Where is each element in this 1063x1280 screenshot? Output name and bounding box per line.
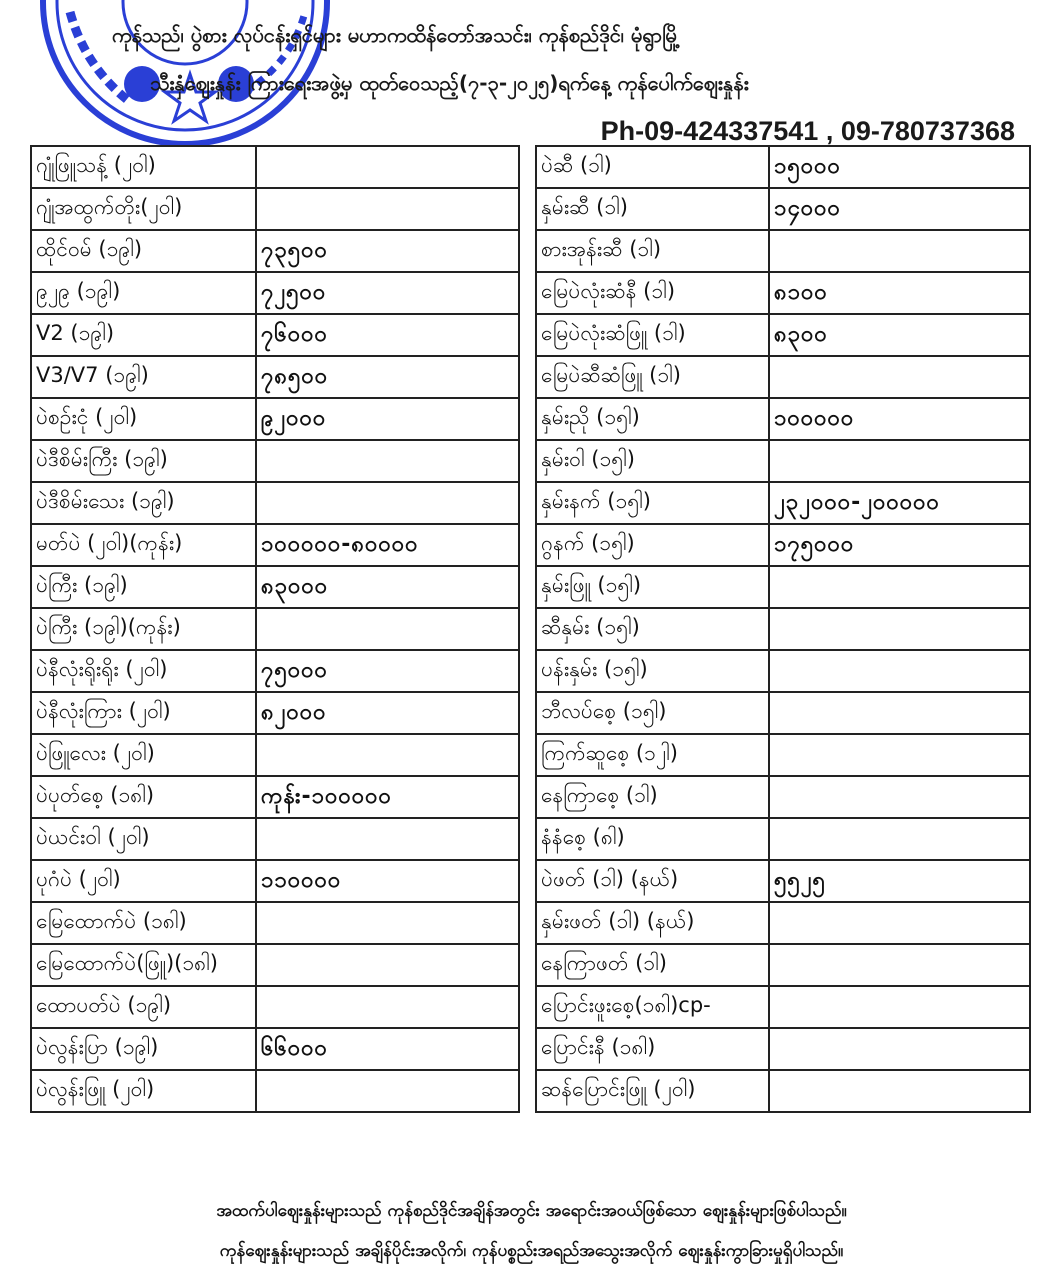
- commodity-name: နှမ်းဝါ (၁၅ါ): [536, 440, 769, 482]
- commodity-name: ပြောင်းနီ (၁၈ါ): [536, 1028, 769, 1070]
- commodity-price: ၁၄၀၀၀: [769, 188, 1030, 230]
- table-row: [31, 524, 519, 566]
- commodity-name: မြေပဲဆီဆံဖြူ (၁ါ): [536, 356, 769, 398]
- commodity-name: နှမ်းဆီ (၁ါ): [536, 188, 769, 230]
- table-row: [536, 902, 1030, 944]
- commodity-price: [769, 356, 1030, 398]
- commodity-price: [256, 440, 519, 482]
- commodity-price: ၇၃၅၀၀: [256, 230, 519, 272]
- table-row: [536, 146, 1030, 188]
- commodity-name: ပဲလွန်းပြာ (၁၉ါ): [31, 1028, 256, 1070]
- commodity-name: ထိုင်ဝမ် (၁၉ါ): [31, 230, 256, 272]
- commodity-price: ၁၇၅၀၀၀: [769, 524, 1030, 566]
- commodity-name: ၉၂၉ (၁၉ါ): [31, 272, 256, 314]
- commodity-name: နှမ်းဖြူ (၁၅ါ): [536, 566, 769, 608]
- commodity-name: နေကြာစေ့ (၁ါ): [536, 776, 769, 818]
- table-row: [536, 440, 1030, 482]
- table-row: [536, 692, 1030, 734]
- commodity-price: ၈၃၀၀၀: [256, 566, 519, 608]
- commodity-price: [256, 188, 519, 230]
- commodity-price: [769, 776, 1030, 818]
- commodity-name: ပဲလွန်းဖြူ (၂ဝါ): [31, 1070, 256, 1112]
- commodity-name: မြေထောက်ပဲ (၁၈ါ): [31, 902, 256, 944]
- commodity-price: ၇၅၀၀၀: [256, 650, 519, 692]
- commodity-price: [256, 986, 519, 1028]
- commodity-name: ပဲဖတ် (၁ါ) (နယ်): [536, 860, 769, 902]
- table-row: [31, 356, 519, 398]
- table-row: [536, 986, 1030, 1028]
- commodity-name: စားအုန်းဆီ (၁ါ): [536, 230, 769, 272]
- table-row: [31, 1028, 519, 1070]
- commodity-name: ပဲကြီး (၁၉ါ)(ကုန်း): [31, 608, 256, 650]
- commodity-name: ပဲကြီး (၁၉ါ): [31, 566, 256, 608]
- right-price-table: [535, 145, 1031, 1113]
- commodity-price: ၇၂၅၀၀: [256, 272, 519, 314]
- commodity-price: [769, 986, 1030, 1028]
- table-row: [536, 776, 1030, 818]
- table-row: [536, 818, 1030, 860]
- table-row: [31, 776, 519, 818]
- commodity-name: ပန်းနှမ်း (၁၅ါ): [536, 650, 769, 692]
- footer-note-2: ကုန်ဈေးနှုန်းများသည် အချိန်ပိုင်းအလိုက်၊ ကုန်ပစ္စည်းအရည်အသွေးအလိုက် ဈေးနှုန်းကွာခြားမှုရှိပါသည်။: [219, 1241, 844, 1261]
- commodity-price: [769, 1028, 1030, 1070]
- table-row: [536, 272, 1030, 314]
- commodity-name: ပဲစဉ်းငုံ (၂ဝါ): [31, 398, 256, 440]
- commodity-name: ပဲဒီစိမ်းသေး (၁၉ါ): [31, 482, 256, 524]
- commodity-price: ၈၁၀၀: [769, 272, 1030, 314]
- commodity-price: [769, 734, 1030, 776]
- commodity-name: နံနံစေ့ (၈ါ): [536, 818, 769, 860]
- table-row: [536, 482, 1030, 524]
- commodity-name: ပဲဖြူလေး (၂ဝါ): [31, 734, 256, 776]
- commodity-name: ဂျုံဖြူသန့် (၂ဝါ): [31, 146, 256, 188]
- table-row: [536, 734, 1030, 776]
- commodity-price: [769, 608, 1030, 650]
- commodity-name: ပဲဒီစိမ်းကြီး (၁၉ါ): [31, 440, 256, 482]
- commodity-name: ပဲဆီ (၁ါ): [536, 146, 769, 188]
- header-line-1: ကုန်သည်၊ ပွဲစား လုပ်ငန်းရှင်များ မဟာကထိန်တော်အသင်း၊ ကုန်စည်ဒိုင်၊ မုံရွာမြို့: [112, 23, 680, 47]
- table-row: [31, 902, 519, 944]
- table-row: [31, 272, 519, 314]
- commodity-name: ပဲပုတ်စေ့ (၁၈ါ): [31, 776, 256, 818]
- commodity-name: မြေပဲလုံးဆံဖြူ (၁ါ): [536, 314, 769, 356]
- table-row: [536, 1070, 1030, 1112]
- table-row: [31, 650, 519, 692]
- commodity-name: ပြောင်းဖူးစေ့(၁၈ါ)cp-: [536, 986, 769, 1028]
- commodity-price: [769, 692, 1030, 734]
- commodity-price: ၆၆၀၀၀: [256, 1028, 519, 1070]
- table-row: [536, 608, 1030, 650]
- table-row: [536, 650, 1030, 692]
- commodity-name: ပဲနီလုံးကြား (၂ဝါ): [31, 692, 256, 734]
- table-row: [31, 482, 519, 524]
- table-row: [536, 944, 1030, 986]
- commodity-name: ဆန်ပြောင်းဖြူ (၂ဝါ): [536, 1070, 769, 1112]
- commodity-price: ၁၁၀၀၀၀: [256, 860, 519, 902]
- table-row: [31, 566, 519, 608]
- table-row: [31, 608, 519, 650]
- table-row: [31, 734, 519, 776]
- table-row: [536, 566, 1030, 608]
- commodity-name: ပဲယင်းဝါ (၂ဝါ): [31, 818, 256, 860]
- commodity-price: [769, 440, 1030, 482]
- commodity-price: [769, 902, 1030, 944]
- commodity-name: ကြက်ဆူစေ့ (၁၂ါ): [536, 734, 769, 776]
- commodity-price: ကုန်း-၁၀၀၀၀၀: [256, 776, 519, 818]
- commodity-price: [256, 734, 519, 776]
- table-row: [536, 1028, 1030, 1070]
- table-row: [536, 524, 1030, 566]
- commodity-name: ဆီနှမ်း (၁၅ါ): [536, 608, 769, 650]
- table-row: [31, 860, 519, 902]
- commodity-name: ပုဂံပဲ (၂ဝါ): [31, 860, 256, 902]
- commodity-name: မတ်ပဲ (၂ဝါ)(ကုန်း): [31, 524, 256, 566]
- commodity-price: [256, 608, 519, 650]
- table-row: [31, 1070, 519, 1112]
- commodity-price: [256, 146, 519, 188]
- commodity-price: ၁၀၀၀၀၀-၈၀၀၀၀: [256, 524, 519, 566]
- commodity-name: နှမ်းနက် (၁၅ါ): [536, 482, 769, 524]
- commodity-name: ထောပတ်ပဲ (၁၉ါ): [31, 986, 256, 1028]
- commodity-price: ၈၂၀၀၀: [256, 692, 519, 734]
- commodity-price: [769, 650, 1030, 692]
- commodity-price: [256, 482, 519, 524]
- phone-numbers: Ph-09-424337541 , 09-780737368: [600, 116, 1015, 146]
- commodity-name: V2 (၁၉ါ): [31, 314, 256, 356]
- commodity-name: နှမ်းဖတ် (၁ါ) (နယ်): [536, 902, 769, 944]
- table-row: [31, 440, 519, 482]
- table-row: [31, 986, 519, 1028]
- table-row: [536, 398, 1030, 440]
- table-row: [31, 188, 519, 230]
- commodity-price: ၉၂၀၀၀: [256, 398, 519, 440]
- commodity-name: ပဲနီလုံးရိုးရိုး (၂ဝါ): [31, 650, 256, 692]
- header-line-2: သီးနှံဈေးနှုန်း ကြားရေးအဖွဲ့မှ ထုတ်ဝေသည့်(၇-၃-၂၀၂၅)ရက်နေ့ ကုန်ပေါက်ဈေးနှုန်း: [150, 71, 749, 95]
- table-row: [536, 860, 1030, 902]
- commodity-price: ၅၅၂၅: [769, 860, 1030, 902]
- commodity-name: နှမ်းညို (၁၅ါ): [536, 398, 769, 440]
- commodity-name: ဂွနက် (၁၅ါ): [536, 524, 769, 566]
- commodity-price: ၇၆၀၀၀: [256, 314, 519, 356]
- commodity-name: ဘီလပ်စေ့ (၁၅ါ): [536, 692, 769, 734]
- table-row: [31, 818, 519, 860]
- table-row: [31, 146, 519, 188]
- commodity-price: ၂၃၂၀၀၀-၂၀၀၀၀၀: [769, 482, 1030, 524]
- commodity-price: [769, 818, 1030, 860]
- commodity-name: နေကြာဖတ် (၁ါ): [536, 944, 769, 986]
- commodity-price: ၇၈၅၀၀: [256, 356, 519, 398]
- commodity-price: [256, 944, 519, 986]
- table-row: [536, 314, 1030, 356]
- table-row: [536, 230, 1030, 272]
- left-price-table: [30, 145, 520, 1113]
- commodity-price: ၁၀၀၀၀၀: [769, 398, 1030, 440]
- document-header: [0, 0, 1063, 145]
- commodity-name: မြေပဲလုံးဆံနီ (၁ါ): [536, 272, 769, 314]
- table-row: [31, 944, 519, 986]
- commodity-name: V3/V7 (၁၉ါ): [31, 356, 256, 398]
- table-row: [31, 692, 519, 734]
- table-row: [536, 356, 1030, 398]
- table-row: [31, 314, 519, 356]
- footer-note-1: အထက်ပါဈေးနှုန်းများသည် ကုန်စည်ဒိုင်အချိန်အတွင်း အရောင်းအဝယ်ဖြစ်သော ဈေးနှုန်းများဖြစ်ပါသည်။: [216, 1201, 847, 1221]
- commodity-price: [769, 1070, 1030, 1112]
- commodity-price: [769, 944, 1030, 986]
- commodity-price: [769, 566, 1030, 608]
- commodity-name: မြေထောက်ပဲ(ဖြူ)(၁၈ါ): [31, 944, 256, 986]
- commodity-price: [256, 1070, 519, 1112]
- table-row: [536, 188, 1030, 230]
- commodity-price: [256, 902, 519, 944]
- table-row: [31, 230, 519, 272]
- commodity-price: [769, 230, 1030, 272]
- commodity-name: ဂျုံအထွက်တိုး(၂ဝါ): [31, 188, 256, 230]
- commodity-price: ၈၃၀၀: [769, 314, 1030, 356]
- table-row: [31, 398, 519, 440]
- commodity-price: ၁၅၀၀၀: [769, 146, 1030, 188]
- commodity-price: [256, 818, 519, 860]
